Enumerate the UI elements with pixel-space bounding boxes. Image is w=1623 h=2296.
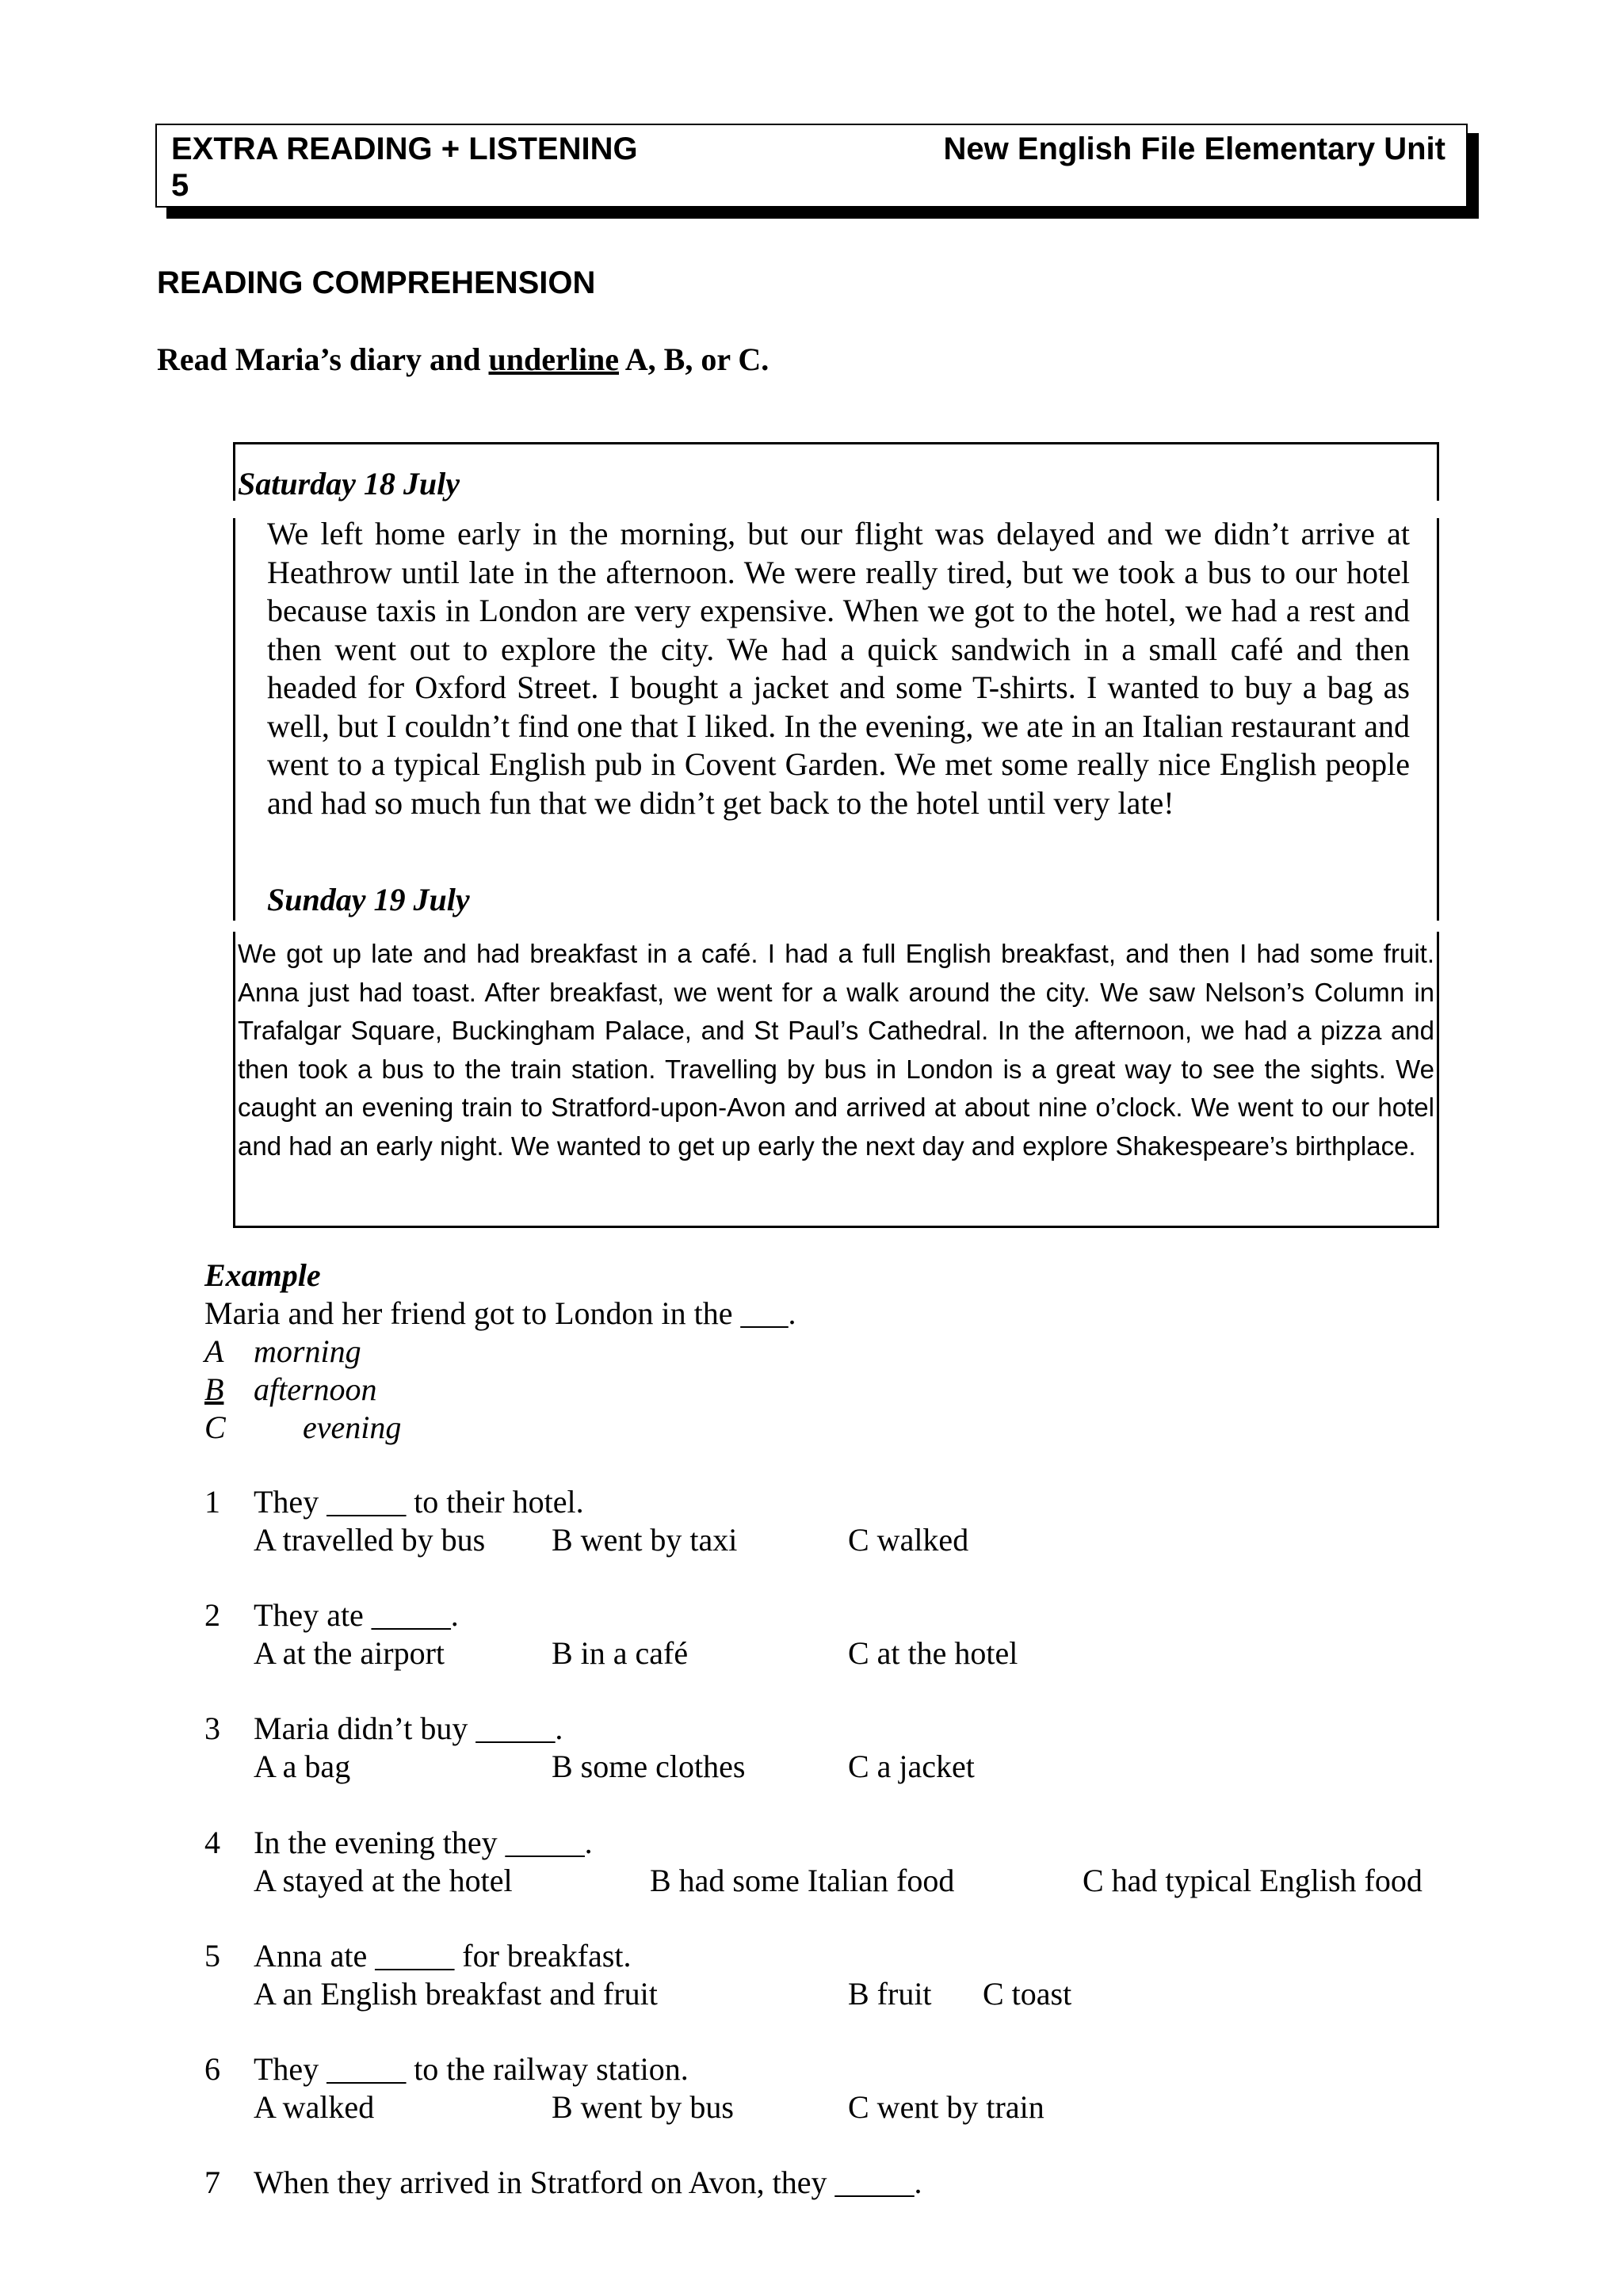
example-option-letter: A <box>204 1333 224 1369</box>
option-c: C at the hotel <box>848 1635 1018 1671</box>
question-text: In the evening they _____. <box>254 1825 593 1860</box>
option-c: C a jacket <box>848 1749 975 1784</box>
instruction-underlined-word: underline <box>488 341 619 377</box>
instruction <box>157 341 769 378</box>
diary-border-top <box>233 442 1439 444</box>
diary-day1-title: Saturday 18 July <box>238 466 460 502</box>
example-option-c <box>204 1409 226 1446</box>
question-number: 3 <box>204 1711 220 1746</box>
example-option-b-text: afternoon <box>254 1371 377 1407</box>
option-b: B some clothes <box>552 1749 746 1784</box>
diary-day2-text: We got up late and had breakfast in a café. I had a full English breakfast, and then I had some fruit. Anna just had toast. After breakfast, we went for a walk around the city. We saw Nelson’s Column in Trafalgar Square, Buckingham Palace, and St Paul’s Cathedral. In the afternoon, we had a pizza and then took a bus to the train station. Travelling by bus in London is a great way to see the sights. We caught an evening train to Stratford-upon-Avon and arrived at about nine o’clock. We went to our hotel and had an early night. We wanted to get up early the next day and explore Shakespeare’s birthplace. <box>238 939 1434 1161</box>
example-option-letter: B <box>204 1371 224 1407</box>
option-c: C toast <box>983 1976 1072 2012</box>
question-number: 5 <box>204 1938 220 1974</box>
instruction-text-end: A, B, or C. <box>619 341 769 377</box>
option-a: A at the airport <box>254 1635 445 1671</box>
question-number: 1 <box>204 1484 220 1520</box>
option-a: A travelled by bus <box>254 1522 486 1558</box>
option-a: A an English breakfast and fruit <box>254 1976 658 2012</box>
question-number: 6 <box>204 2051 220 2087</box>
diary-border-right-1 <box>1437 442 1439 501</box>
example-option-a <box>204 1333 223 1370</box>
example-option-b-selected <box>204 1371 223 1408</box>
option-b: B went by taxi <box>552 1522 738 1558</box>
worksheet-header <box>155 124 1468 208</box>
question-text: They ate _____. <box>254 1597 459 1633</box>
diary-border-right-2 <box>1437 518 1439 921</box>
example-option-letter: C <box>204 1409 226 1445</box>
question-text: They _____ to the railway station. <box>254 2051 689 2087</box>
option-c: C had typical English food <box>1083 1863 1423 1898</box>
option-a: A stayed at the hotel <box>254 1863 513 1898</box>
question-number: 2 <box>204 1597 220 1633</box>
question-text: When they arrived in Stratford on Avon, they _____. <box>254 2164 922 2200</box>
header-course: New English File Elementary Unit <box>943 132 1445 166</box>
diary-day2-title: Sunday 19 July <box>267 882 470 917</box>
question-number: 4 <box>204 1825 220 1860</box>
diary-border-bottom <box>233 1226 1439 1228</box>
question-number: 7 <box>204 2164 220 2200</box>
option-b: B fruit <box>848 1976 932 2012</box>
option-a: A a bag <box>254 1749 351 1784</box>
option-b: B in a café <box>552 1635 689 1671</box>
header-title: EXTRA READING + LISTENING <box>171 132 638 166</box>
option-c: C went by train <box>848 2089 1044 2125</box>
section-title: READING COMPREHENSION <box>157 265 596 300</box>
diary-border-left-1 <box>233 442 235 501</box>
diary-border-left-2 <box>233 518 235 921</box>
option-b: B had some Italian food <box>650 1863 955 1898</box>
example-title: Example <box>204 1257 321 1293</box>
example-option-c-text: evening <box>303 1409 402 1445</box>
option-a: A walked <box>254 2089 375 2125</box>
diary-border-left-3 <box>233 932 235 1228</box>
instruction-text: Read Maria’s diary and <box>157 341 489 377</box>
option-b: B went by bus <box>552 2089 734 2125</box>
question-text: Maria didn’t buy _____. <box>254 1711 563 1746</box>
question-text: They _____ to their hotel. <box>254 1484 584 1520</box>
option-c: C walked <box>848 1522 969 1558</box>
diary-day1-text: We left home early in the morning, but our flight was delayed and we didn’t arrive at Heathrow until late in the afternoon. We were really tired, but we took a bus to our hotel because taxis in London are very expensive. When we got to the hotel, we had a rest and then went out to explore the city. We had a quick sandwich in a small café and then headed for Oxford Street. I bought a jacket and some T-shirts. I wanted to buy a bag as well, but I couldn’t find one that I liked. In the evening, we ate in an Italian restaurant and went to a typical English pub in Covent Garden. We met some really nice English people and had so much fun that we didn’t get back to the hotel until very late! <box>267 516 1410 821</box>
diary-border-right-3 <box>1437 932 1439 1228</box>
example-question: Maria and her friend got to London in the ___. <box>204 1295 796 1331</box>
example-option-a-text: morning <box>254 1333 361 1369</box>
header-unit-number: 5 <box>171 168 189 203</box>
question-text: Anna ate _____ for breakfast. <box>254 1938 632 1974</box>
